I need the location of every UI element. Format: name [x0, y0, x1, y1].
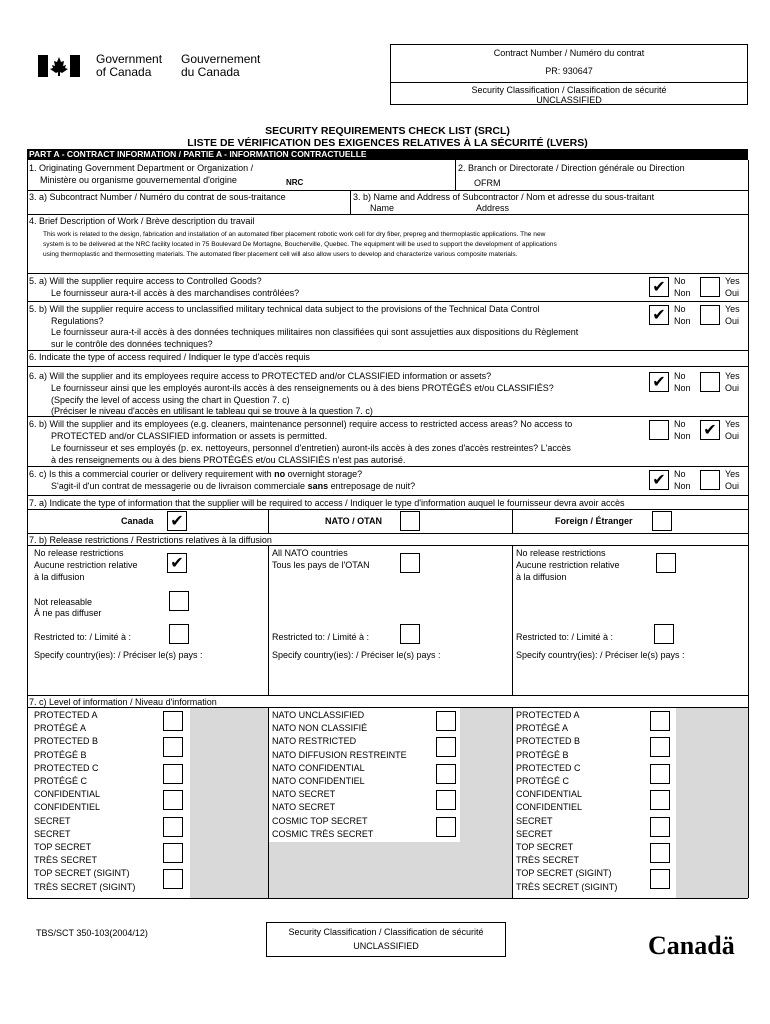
gov-fr-line2: du Canada — [181, 65, 240, 79]
q7a-nato-checkbox[interactable] — [400, 511, 420, 531]
nato-level-label: NATO NON CLASSIFIÉ — [272, 723, 368, 734]
foreign-specify-countries-label: Specify country(ies): / Préciser le(s) pays : — [516, 650, 685, 660]
canada-not-releasable-label-fr: À ne pas diffuser — [34, 608, 102, 618]
nato-all-countries-checkbox[interactable] — [400, 553, 420, 573]
q5b-label-fr-2: sur le contrôle des données techniques? — [51, 339, 213, 349]
q6a-non-label: Non — [674, 383, 691, 393]
q1-label: 1. Originating Government Department or Organization / — [29, 163, 254, 173]
foreign-no-release-label-3: à la diffusion — [516, 572, 567, 582]
nato-level-label: NATO SECRET — [272, 802, 336, 813]
q5b-yes-checkbox[interactable] — [700, 305, 720, 325]
q3a-label: 3. a) Subcontract Number / Numéro du contrat de sous-traitance — [29, 192, 286, 202]
q6b-no-checkbox[interactable] — [649, 420, 669, 440]
foreign-no-release-label-2: Aucune restriction relative — [516, 560, 620, 570]
canada-level-label: PROTÉGÉ C — [34, 776, 88, 786]
q5b-label-2: Regulations? — [51, 316, 104, 326]
q6c-label: 6. c) Is this a commercial courier or delivery requirement with no overnight storage? — [29, 469, 363, 479]
foreign-level-label: SECRET — [516, 815, 553, 826]
foreign-level-label: CONFIDENTIEL — [516, 802, 583, 813]
q3b-address-label: Address — [476, 203, 510, 213]
q7a-canada-label: Canada — [121, 516, 154, 526]
q5b-oui-label: Oui — [725, 316, 740, 326]
foreign-level-label: PROTECTED C — [516, 762, 581, 773]
contract-number-label: Contract Number / Numéro du contrat — [493, 48, 645, 58]
gov-en-line1: Government — [96, 52, 163, 66]
form-number: TBS/SCT 350-103(2004/12) — [36, 928, 148, 938]
part-a-heading: PART A - CONTRACT INFORMATION / PARTIE A - INFORMATION CONTRACTUELLE — [27, 149, 748, 160]
q2-value[interactable]: OFRM — [474, 178, 501, 188]
foreign-restricted-checkbox[interactable] — [654, 624, 674, 644]
nato-level-checkbox[interactable] — [436, 764, 456, 784]
foreign-level-label: SECRET — [516, 828, 553, 839]
canada-level-label: SECRET — [34, 828, 71, 839]
nato-level-label: COSMIC TOP SECRET — [272, 815, 368, 826]
nato-level-label: NATO RESTRICTED — [272, 736, 357, 747]
nato-level-checkbox[interactable] — [436, 737, 456, 757]
canada-level-label: TOP SECRET (SIGINT) — [34, 868, 130, 879]
canada-level-checkbox[interactable] — [163, 764, 183, 784]
canada-no-release-label-3: à la diffusion — [34, 572, 85, 582]
canada-level-label: PROTECTED C — [34, 762, 99, 773]
canada-level-label: PROTÉGÉ B — [34, 749, 87, 760]
q3b-name-label: Name — [370, 203, 395, 213]
q6b-label-2: PROTECTED and/or CLASSIFIED information or assets is permitted. — [51, 431, 328, 441]
q4-description-line1: This work is related to the design, fabrication and installation of an automated fiber placement robotic work cell for dry fiber, prepreg and thermoplastic applications. The new — [43, 231, 546, 238]
q6a-oui-label: Oui — [725, 383, 740, 393]
canada-wordmark: Canadä — [648, 931, 735, 960]
q5b-no-label: No — [674, 304, 686, 314]
q6b-label-fr-2: à des renseignements ou à des biens PROTÉGÉS et/ou CLASSIFIÉS n'est pas autorisé. — [51, 455, 406, 465]
q6a-label: 6. a) Will the supplier and its employees require access to PROTECTED and/or CLASSIFIED information or assets? — [29, 371, 492, 381]
nato-specify-countries-label: Specify country(ies): / Préciser le(s) pays : — [272, 650, 441, 660]
q6b-yes-label: Yes — [725, 419, 740, 429]
nato-level-label: NATO DIFFUSION RESTREINTE — [272, 749, 407, 760]
foreign-level-label: CONFIDENTIAL — [516, 789, 583, 800]
canada-level-checkbox[interactable] — [163, 737, 183, 757]
foreign-level-label: TOP SECRET — [516, 842, 574, 852]
canada-flag-logo — [38, 55, 80, 77]
q1-label-fr: Ministère ou organisme gouvernemental d'origine — [40, 175, 237, 185]
foreign-level-checkbox[interactable] — [650, 843, 670, 863]
nato-level-checkbox[interactable] — [436, 817, 456, 837]
foreign-level-checkbox[interactable] — [650, 711, 670, 731]
canada-level-label: PROTECTED A — [34, 710, 98, 720]
foreign-level-checkbox[interactable] — [650, 869, 670, 889]
q6a-note: (Specify the level of access using the chart in Question 7. c) — [51, 395, 290, 405]
canada-restricted-checkbox[interactable] — [169, 624, 189, 644]
q5a-label-fr: Le fournisseur aura-t-il accès à des marchandises contrôlées? — [51, 288, 300, 298]
q5a-yes-label: Yes — [725, 276, 740, 286]
q6c-no-label: No — [674, 469, 686, 479]
foreign-level-label: PROTÉGÉ C — [516, 776, 570, 786]
q6a-label-fr: Le fournisseur ainsi que les employés auront-ils accès à des renseignements ou à des biens PROTÉGÉS et/ou CLASSIFIÉS? — [51, 383, 554, 393]
foreign-level-checkbox[interactable] — [650, 737, 670, 757]
q6b-no-label: No — [674, 419, 686, 429]
q6b-label: 6. b) Will the supplier and its employees (e.g. cleaners, maintenance personnel) require access to restricted access areas? No access to — [29, 419, 573, 429]
canada-level-label: TRÈS SECRET (SIGINT) — [34, 881, 136, 892]
foreign-level-label: PROTÉGÉ A — [516, 723, 569, 734]
canada-level-checkbox[interactable] — [163, 711, 183, 731]
foreign-level-label: TRÈS SECRET — [516, 855, 580, 866]
canada-no-release-label-2: Aucune restriction relative — [34, 560, 138, 570]
nato-all-countries-label-fr: Tous les pays de l'OTAN — [272, 560, 370, 570]
footer-classification-box — [266, 922, 506, 957]
nato-level-label: NATO CONFIDENTIEL — [272, 776, 365, 786]
foreign-level-label: TRÈS SECRET (SIGINT) — [516, 881, 618, 892]
q6c-no-checkbox[interactable]: ✔ — [649, 470, 669, 490]
q6b-non-label: Non — [674, 431, 691, 441]
q6a-note-fr: (Préciser le niveau d'accès en utilisant le tableau qui se trouve à la question 7. c) — [51, 406, 373, 416]
q5a-no-checkbox[interactable]: ✔ — [649, 277, 669, 297]
q5b-label-fr: Le fournisseur aura-t-il accès à des données techniques militaires non classifiées qui sont assujetties aux dispositions du Règlement — [51, 327, 579, 337]
nato-level-label: NATO UNCLASSIFIED — [272, 710, 365, 720]
q6a-no-label: No — [674, 371, 686, 381]
canada-no-release-checkbox[interactable]: ✔ — [167, 553, 187, 573]
gov-en-line2: of Canada — [96, 65, 152, 79]
canada-level-label: CONFIDENTIAL — [34, 789, 101, 800]
canada-not-releasable-label: Not releasable — [34, 597, 93, 607]
q6-label: 6. Indicate the type of access required / Indiquer le type d'accès requis — [29, 352, 310, 362]
foreign-restricted-label: Restricted to: / Limité à : — [516, 632, 614, 642]
header-classification-value: UNCLASSIFIED — [536, 95, 602, 105]
canada-level-label: SECRET — [34, 815, 71, 826]
nato-level-checkbox[interactable] — [436, 711, 456, 731]
nato-level-label: NATO SECRET — [272, 789, 336, 800]
foreign-level-label: PROTECTED B — [516, 736, 581, 747]
q7a-foreign-label: Foreign / Étranger — [555, 516, 633, 526]
foreign-level-checkbox[interactable] — [650, 790, 670, 810]
q7c-label: 7. c) Level of information / Niveau d'information — [29, 697, 217, 707]
foreign-level-checkbox[interactable] — [650, 817, 670, 837]
q5a-yes-checkbox[interactable] — [700, 277, 720, 297]
q6a-yes-checkbox[interactable] — [700, 372, 720, 392]
q4-description-line3: using thermoplastic and thermosetting materials. The automated fiber placement cell will also allow users to develop and characterize various composite materials. — [43, 251, 518, 258]
q3b-label: 3. b) Name and Address of Subcontractor / Nom et adresse du sous-traitant — [353, 192, 655, 202]
foreign-level-label: PROTECTED A — [516, 710, 580, 720]
form-title-en: SECURITY REQUIREMENTS CHECK LIST (SRCL) — [265, 125, 510, 137]
nato-levels-grey-side — [460, 708, 512, 842]
q5b-no-checkbox[interactable]: ✔ — [649, 305, 669, 325]
footer-classification-value: UNCLASSIFIED — [353, 941, 419, 951]
q4-label: 4. Brief Description of Work / Brève description du travail — [29, 216, 255, 226]
contract-number-value: PR: 930647 — [545, 66, 593, 76]
q7a-canada-checkbox[interactable]: ✔ — [167, 511, 187, 531]
q7b-label: 7. b) Release restrictions / Restrictions relatives à la diffusion — [29, 535, 272, 545]
canada-level-checkbox[interactable] — [163, 790, 183, 810]
q2-label: 2. Branch or Directorate / Direction générale ou Direction — [458, 163, 685, 173]
foreign-no-release-checkbox[interactable] — [656, 553, 676, 573]
canada-level-checkbox[interactable] — [163, 817, 183, 837]
q5b-label: 5. b) Will the supplier require access to unclassified military technical data subject to the provisions of the Technical Data Control — [29, 304, 540, 314]
q5a-oui-label: Oui — [725, 288, 740, 298]
canada-level-label: PROTECTED B — [34, 736, 99, 747]
canada-specify-countries-label: Specify country(ies): / Préciser le(s) pays : — [34, 650, 203, 660]
gov-fr-line1: Gouvernement — [181, 52, 261, 66]
q5b-yes-label: Yes — [725, 304, 740, 314]
foreign-level-label: TOP SECRET (SIGINT) — [516, 868, 612, 879]
canada-not-releasable-checkbox[interactable] — [169, 591, 189, 611]
canada-level-label: PROTÉGÉ A — [34, 723, 87, 734]
q6c-yes-label: Yes — [725, 469, 740, 479]
q6a-yes-label: Yes — [725, 371, 740, 381]
q6b-label-fr: Le fournisseur et ses employés (p. ex. nettoyeurs, personnel d'entretien) auront-ils accès à des zones d'accès restreintes? L'accès — [51, 443, 571, 453]
foreign-no-release-label: No release restrictions — [516, 548, 606, 558]
q7a-nato-label: NATO / OTAN — [325, 516, 382, 526]
foreign-levels-grey-area — [676, 708, 748, 898]
q6b-yes-checkbox[interactable]: ✔ — [700, 420, 720, 440]
q7a-label: 7. a) Indicate the type of information that the supplier will be required to access / Indiquer le type d'information auquel le fournisseur devra avoir accès — [29, 498, 625, 508]
canada-no-release-label: No release restrictions — [34, 548, 124, 558]
q5b-non-label: Non — [674, 316, 691, 326]
q7a-foreign-checkbox[interactable] — [652, 511, 672, 531]
nato-levels-grey-area — [268, 842, 512, 898]
nato-level-label: COSMIC TRÈS SECRET — [272, 828, 374, 839]
q1-value[interactable]: NRC — [286, 178, 304, 187]
header-classification-label: Security Classification / Classification de sécurité — [471, 85, 667, 95]
q6c-oui-label: Oui — [725, 481, 740, 491]
nato-level-checkbox[interactable] — [436, 790, 456, 810]
q5a-label: 5. a) Will the supplier require access to Controlled Goods? — [29, 276, 262, 286]
q6c-non-label: Non — [674, 481, 691, 491]
form-title-fr: LISTE DE VÉRIFICATION DES EXIGENCES RELATIVES À LA SÉCURITÉ (LVERS) — [187, 137, 588, 149]
q6c-label-fr: S'agit-il d'un contrat de messagerie ou de livraison commerciale sans entreposage de nuit? — [51, 481, 416, 491]
canada-level-checkbox[interactable] — [163, 843, 183, 863]
foreign-level-checkbox[interactable] — [650, 764, 670, 784]
foreign-level-label: PROTÉGÉ B — [516, 749, 569, 760]
nato-all-countries-label: All NATO countries — [272, 548, 348, 558]
q4-description-line2: system is to be delivered at the NRC facility located in 75 Boulevard De Mortagne, Boucherville, Quebec. The equipment will be used to support the development of applications — [43, 241, 557, 248]
canada-levels-grey-area — [190, 708, 268, 898]
nato-restricted-label: Restricted to: / Limité à : — [272, 632, 370, 642]
q6c-yes-checkbox[interactable] — [700, 470, 720, 490]
q5a-non-label: Non — [674, 288, 691, 298]
contract-number-box — [390, 44, 748, 105]
canada-level-label: TRÈS SECRET — [34, 855, 98, 866]
q5a-no-label: No — [674, 276, 686, 286]
q6a-no-checkbox[interactable]: ✔ — [649, 372, 669, 392]
canada-level-label: CONFIDENTIEL — [34, 802, 101, 813]
canada-level-label: TOP SECRET — [34, 842, 92, 852]
footer-classification-label: Security Classification / Classification de sécurité — [288, 927, 484, 937]
canada-restricted-label: Restricted to: / Limité à : — [34, 632, 132, 642]
nato-level-label: NATO CONFIDENTIAL — [272, 762, 365, 773]
q6b-oui-label: Oui — [725, 431, 740, 441]
nato-restricted-checkbox[interactable] — [400, 624, 420, 644]
canada-level-checkbox[interactable] — [163, 869, 183, 889]
